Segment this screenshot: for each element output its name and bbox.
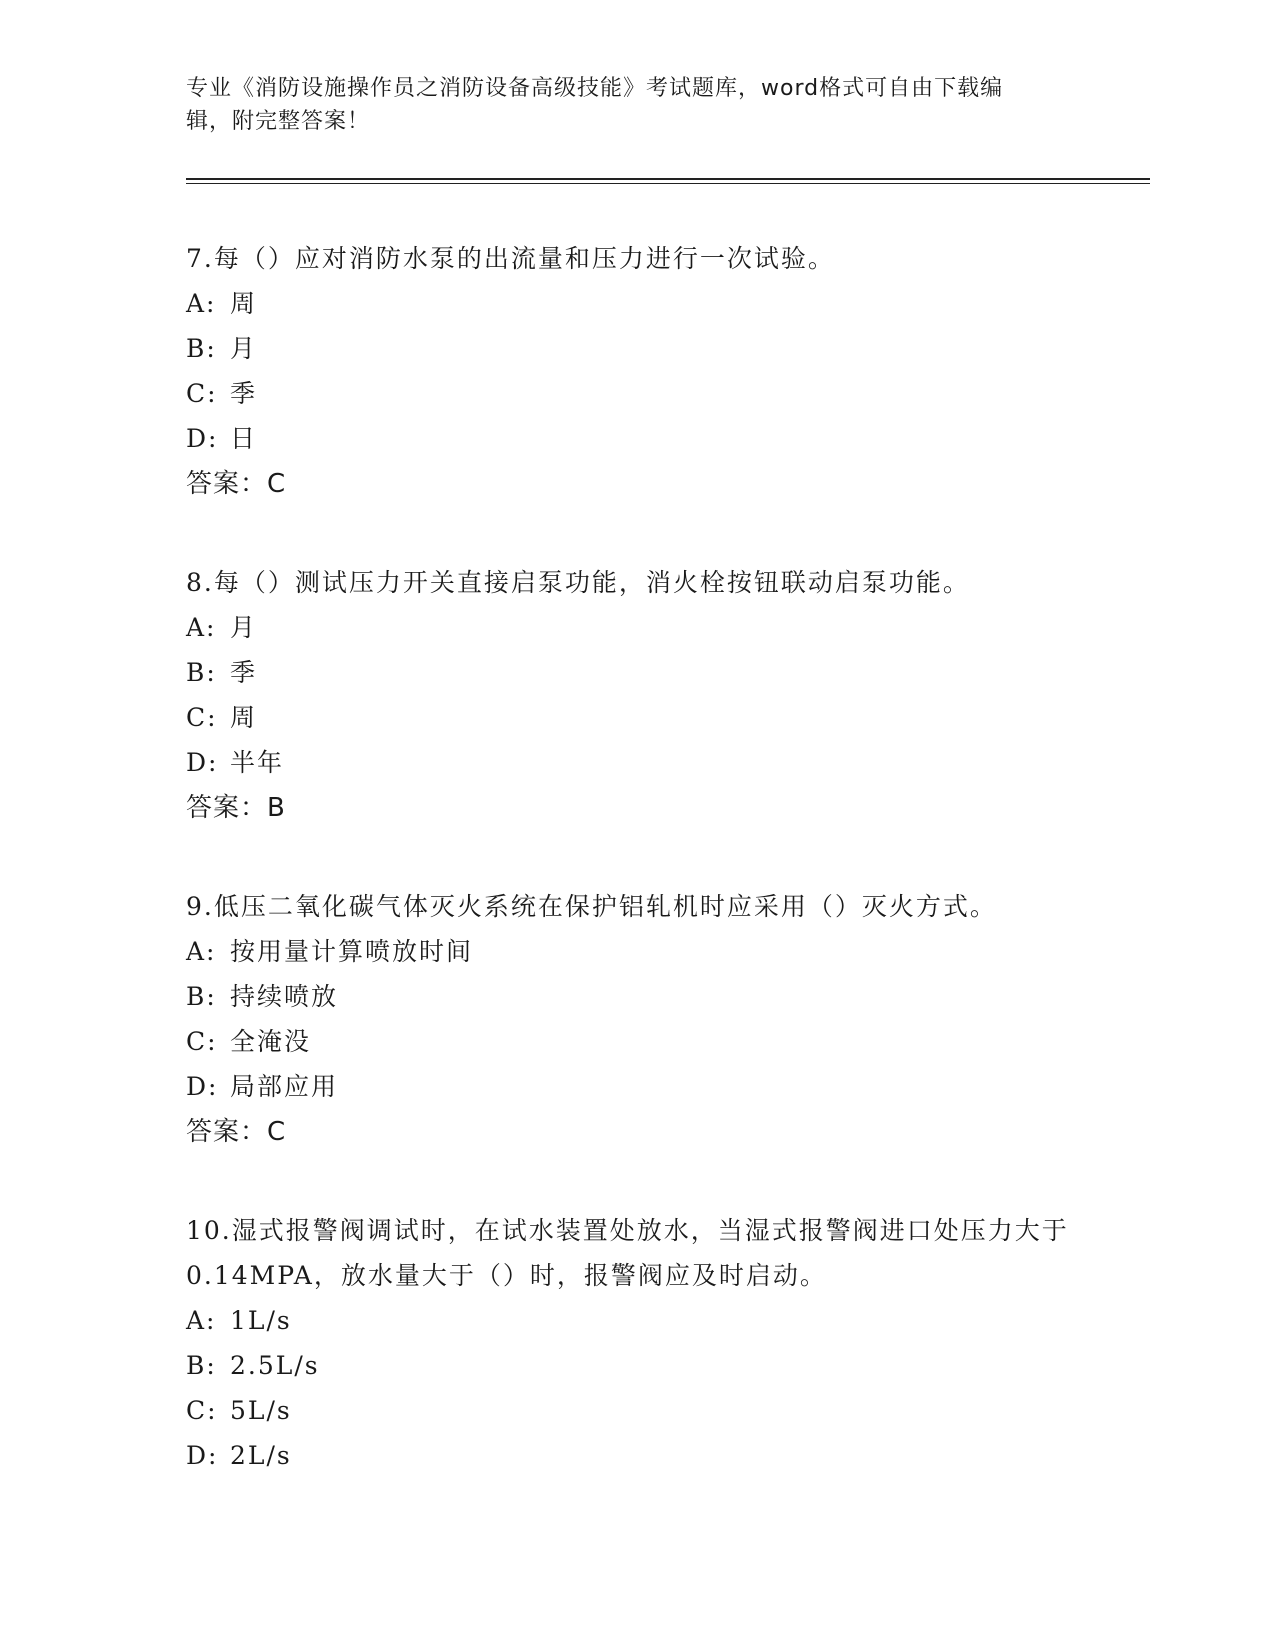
question-9 xyxy=(186,884,1086,1156)
option-key: B: xyxy=(186,334,217,363)
question-stem: 7.每（）应对消防水泵的出流量和压力进行一次试验。 xyxy=(186,244,835,273)
option-text: 局部应用 xyxy=(230,1072,339,1101)
document-header xyxy=(186,72,1086,138)
option-key: C: xyxy=(186,1027,218,1056)
option-c xyxy=(186,371,1086,416)
option-key: D: xyxy=(186,1441,219,1470)
question-stem: 8.每（）测试压力开关直接启泵功能，消火栓按钮联动启泵功能。 xyxy=(186,568,970,597)
answer-line: 答案：C xyxy=(186,469,287,499)
option-c xyxy=(186,1019,1086,1064)
option-text: 半年 xyxy=(230,748,285,777)
question-7 xyxy=(186,236,1086,508)
header-line-2: 辑，附完整答案！ xyxy=(186,109,371,134)
option-text: 持续喷放 xyxy=(230,982,339,1011)
header-line-1: 专业《消防设施操作员之消防设备高级技能》考试题库，word格式可自由下载编 xyxy=(186,76,1004,101)
option-b xyxy=(186,326,1086,371)
question-stem: 9.低压二氧化碳气体灭火系统在保护铝轧机时应采用（）灭火方式。 xyxy=(186,892,997,921)
option-text: 周 xyxy=(230,703,258,732)
option-d xyxy=(186,416,1086,461)
option-key: D: xyxy=(186,1072,219,1101)
option-key: B: xyxy=(186,1351,217,1380)
option-b xyxy=(186,1343,1086,1388)
option-a xyxy=(186,1298,1086,1343)
option-text: 季 xyxy=(230,658,258,687)
option-c xyxy=(186,695,1086,740)
option-text: 月 xyxy=(230,334,258,363)
option-d xyxy=(186,1433,1086,1478)
option-key: A: xyxy=(186,613,217,642)
option-a xyxy=(186,929,1086,974)
question-list xyxy=(186,236,1086,1530)
option-key: C: xyxy=(186,379,218,408)
option-c xyxy=(186,1388,1086,1433)
question-10 xyxy=(186,1208,1086,1478)
option-key: B: xyxy=(186,982,217,1011)
option-text: 周 xyxy=(230,289,258,318)
option-key: D: xyxy=(186,748,219,777)
option-text: 按用量计算喷放时间 xyxy=(230,937,474,966)
answer-line: 答案：C xyxy=(186,1117,287,1147)
option-text: 日 xyxy=(230,424,258,453)
option-key: C: xyxy=(186,703,218,732)
option-text: 月 xyxy=(230,613,258,642)
option-key: A: xyxy=(186,937,217,966)
question-stem: 10.湿式报警阀调试时，在试水装置处放水，当湿式报警阀进口处压力大于0.14MPA，放水量大于（）时，报警阀应及时启动。 xyxy=(186,1216,1069,1290)
option-key: C: xyxy=(186,1396,218,1425)
option-key: A: xyxy=(186,1306,217,1335)
option-text: 2.5L/s xyxy=(230,1351,320,1380)
option-a xyxy=(186,281,1086,326)
option-d xyxy=(186,740,1086,785)
option-key: D: xyxy=(186,424,219,453)
header-divider-bottom xyxy=(186,183,1150,184)
option-key: B: xyxy=(186,658,217,687)
option-text: 5L/s xyxy=(230,1396,292,1425)
option-a xyxy=(186,605,1086,650)
header-divider-top xyxy=(186,178,1150,180)
option-text: 2L/s xyxy=(230,1441,292,1470)
option-d xyxy=(186,1064,1086,1109)
option-key: A: xyxy=(186,289,217,318)
option-b xyxy=(186,974,1086,1019)
option-text: 1L/s xyxy=(230,1306,292,1335)
answer-line: 答案：B xyxy=(186,793,286,823)
option-text: 季 xyxy=(230,379,258,408)
option-b xyxy=(186,650,1086,695)
question-8 xyxy=(186,560,1086,832)
option-text: 全淹没 xyxy=(230,1027,312,1056)
